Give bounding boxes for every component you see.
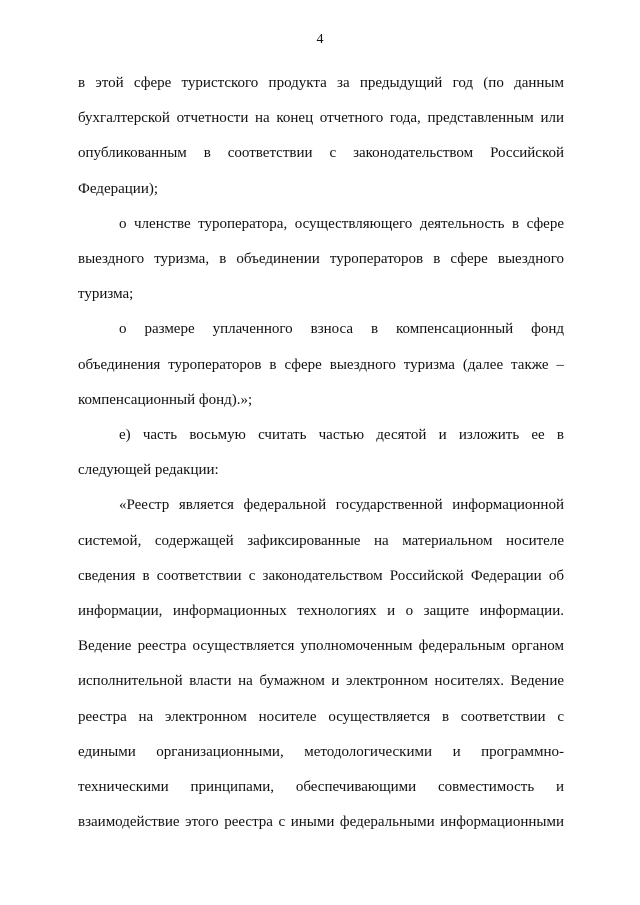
paragraph-continuation: в этой сфере туристского продукта за предыдущий год (по данным бухгалтерской отчетности на конец отчетного года, представленным или опубликованным в соответствии с законодательством Российской Федерации); — [78, 75, 564, 197]
paragraph-membership: о членстве туроператора, осуществляющего деятельность в сфере выездного туризма, в объединении туроператоров в сфере выездного туризма; — [78, 215, 564, 303]
page-number: 4 — [316, 32, 324, 47]
paragraph-compensation-fee: о размере уплаченного взноса в компенсационный фонд объединения туроператоров в сфере выездного туризма (далее также – компенсационный фонд).»; — [78, 321, 564, 408]
document-body — [78, 66, 564, 840]
paragraph-registry-definition: «Реестр является федеральной государственной информационной системой, содержащей зафиксированные на материальном носителе сведения в соответствии с законодательством Российской Федерации об информации, информационных технологиях и о защите информации. Ведение реестра осуществляется уполномоченным федеральным органом исполнительной власти на бумажном и электронном носителях. Ведение реестра на электронном носителе осуществляется в соответствии с едиными организационными, методологическими и программно-техническими принципами, обеспечивающими совместимость и взаимодействие этого реестра с иными федеральными информационными — [78, 497, 564, 831]
paragraph-part-eight: е) часть восьмую считать частью десятой и изложить ее в следующей редакции: — [78, 427, 564, 479]
